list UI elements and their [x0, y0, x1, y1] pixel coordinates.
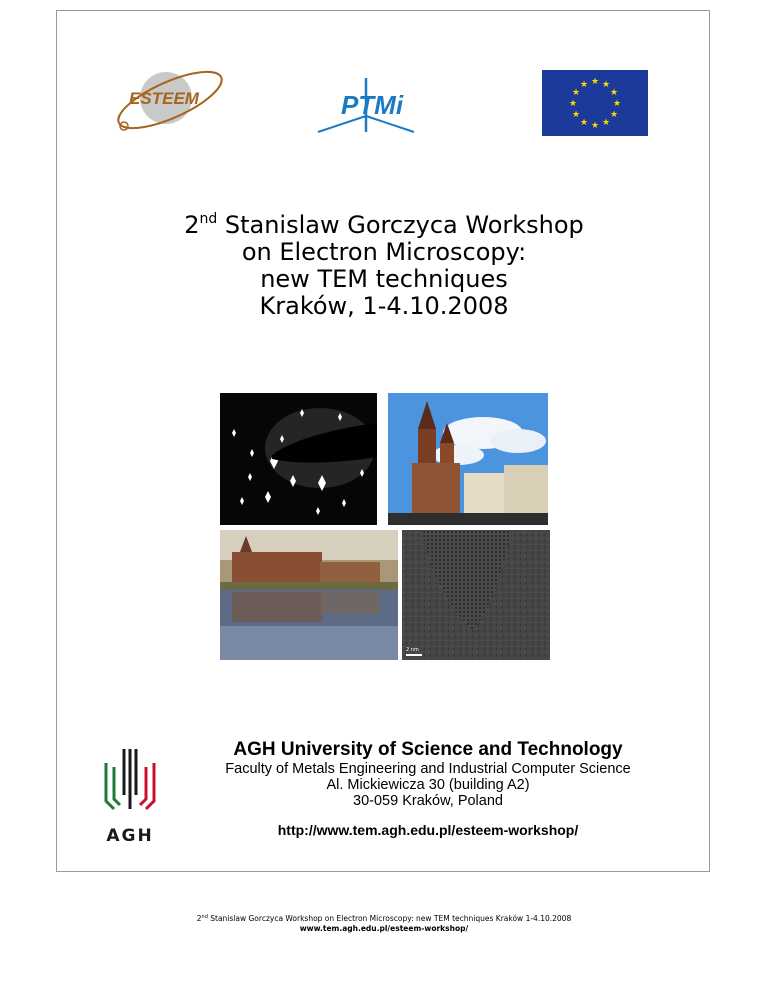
- svg-text:★: ★: [590, 77, 600, 87]
- krakow-church-photo: [388, 393, 548, 525]
- svg-text:★: ★: [609, 110, 619, 120]
- eu-stars-icon: [542, 70, 648, 136]
- address-line-1: Al. Mickiewicza 30 (building A2): [326, 777, 530, 793]
- wawel-castle-photo: [220, 530, 398, 660]
- ptmi-logo: [316, 76, 428, 134]
- svg-text:★: ★: [590, 121, 600, 131]
- footer-url-link[interactable]: www.tem.agh.edu.pl/esteem-workshop/: [299, 924, 469, 933]
- svg-text:★: ★: [579, 118, 589, 128]
- svg-text:★: ★: [609, 88, 619, 98]
- eu-flag-logo: [542, 70, 648, 136]
- svg-text:★: ★: [601, 80, 611, 90]
- svg-text:★: ★: [579, 80, 589, 90]
- title-line-1: 2nd Stanislaw Gorczyca Workshop: [184, 211, 584, 239]
- esteem-logo: [108, 64, 228, 136]
- footer-text: 2nd Stanislaw Gorczyca Workshop on Electron Microscopy: new TEM techniques Kraków 1-4.10.2008: [196, 914, 572, 923]
- university-block: [168, 739, 688, 809]
- address-line-2: 30-059 Kraków, Poland: [353, 793, 503, 809]
- title-line-2: on Electron Microscopy:: [241, 238, 527, 266]
- workshop-url-link[interactable]: http://www.tem.agh.edu.pl/esteem-workshop/: [277, 822, 579, 838]
- svg-text:★: ★: [612, 99, 622, 109]
- university-name: AGH University of Science and Technology: [233, 739, 623, 760]
- page-footer: [80, 914, 688, 934]
- svg-text:★: ★: [601, 118, 611, 128]
- esteem-logo-text: ESTEEM: [129, 89, 199, 108]
- faculty-name: Faculty of Metals Engineering and Industrial Computer Science: [225, 761, 631, 777]
- diffraction-pattern-photo: [220, 393, 377, 525]
- title-line-4: Kraków, 1-4.10.2008: [259, 292, 509, 320]
- svg-text:★: ★: [571, 88, 581, 98]
- title-line-3: new TEM techniques: [260, 265, 508, 293]
- ptmi-logo-text: PTMi: [340, 90, 404, 120]
- workshop-title: [150, 212, 618, 320]
- hrtem-lattice-photo: [402, 530, 550, 660]
- svg-text:★: ★: [571, 110, 581, 120]
- tem-scale-label: 2 nm: [406, 647, 419, 653]
- agh-logo: [100, 745, 160, 847]
- svg-text:★: ★: [568, 99, 578, 109]
- agh-logo-text: AGH: [106, 826, 154, 846]
